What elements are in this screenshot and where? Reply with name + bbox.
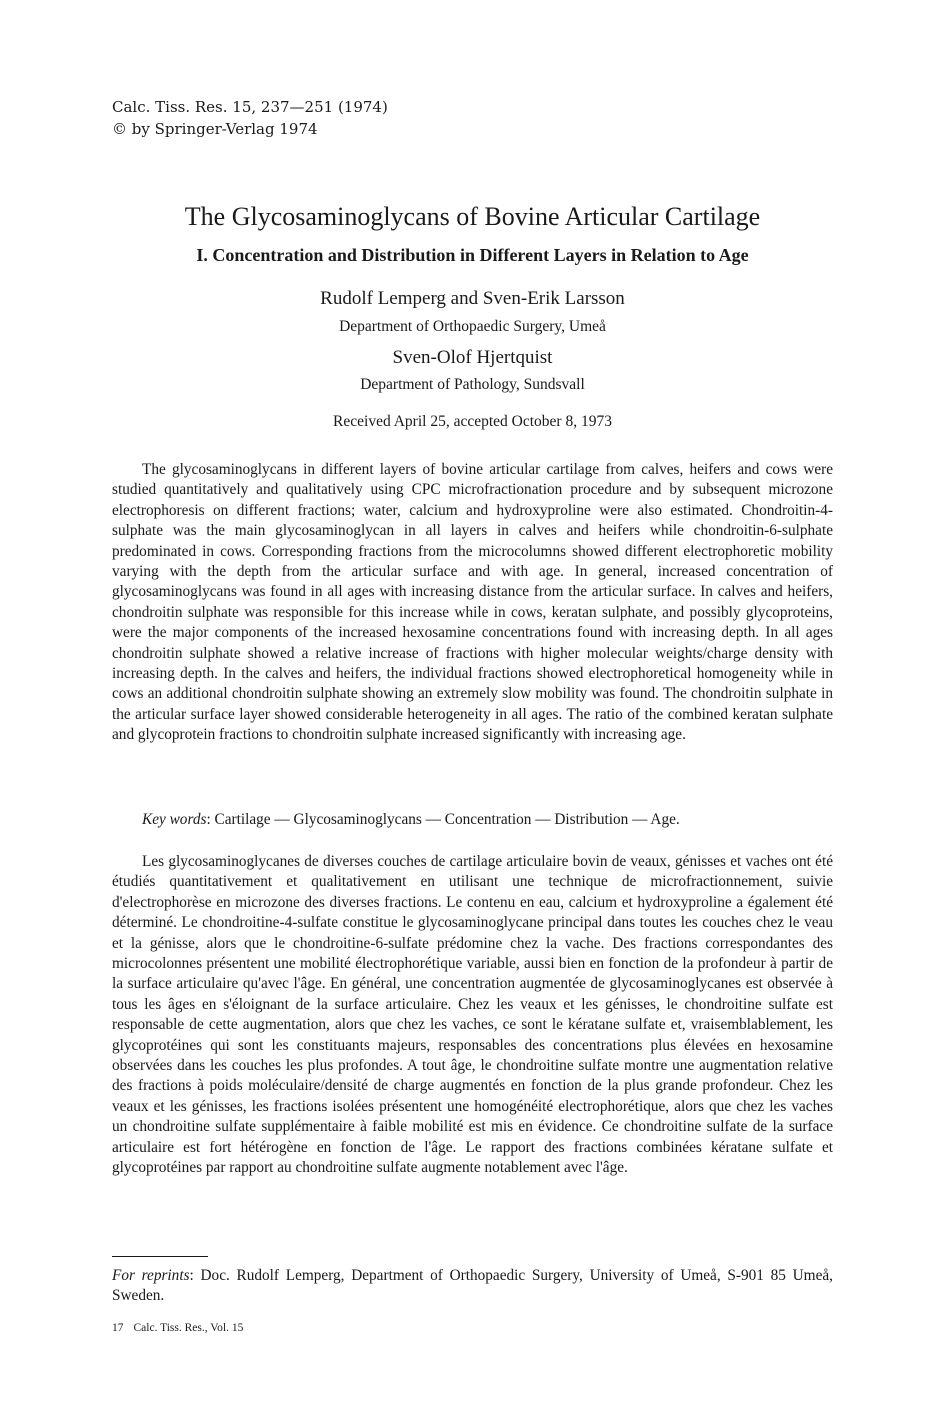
- copyright-line: © by Springer-Verlag 1974: [112, 120, 318, 138]
- page-footer: [112, 1320, 243, 1336]
- abstract-french: Les glycosaminoglycanes de diverses couches de cartilage articulaire bovin de veaux, génisses et vaches ont été étudiés quantitativement et qualitativement en utilisant une technique de microfractionnement, suivie d'electrophorèse en microzone des diverses fractions. Le contenu en eau, calcium et hydroxyproline a également été déterminé. Le chondroitine-4-sulfate constitue le glycosaminoglycane principal dans toutes les couches chez le veau et la génisse, alors que le chondroitine-6-sulfate prédomine chez la vache. Des fractions correspondantes des microcolonnes présentent une mobilité électrophorétique variable, aussi bien en fonction de la profondeur à partir de la surface articulaire qu'avec l'âge. En général, une concentration augmentée de glycosaminoglycanes est observée à tous les âges en s'éloignant de la surface articulaire. Chez les veaux et les génisses, le chondroitine sulfate est responsable de cette augmentation, alors que chez les vaches, ce sont le kératane sulfate et, vraisemblablement, les glycoprotéines qui sont les constituants majeurs, responsables des concentrations plus élevées en hexosamine observées dans les couches les plus profondes. A tout âge, le chondroitine sulfate montre une augmentation relative des fractions à poids moléculaire/densité de charge augmentés en fonction de la plus grande profondeur. Chez les veaux et les génisses, les fractions isolées présentent une homogénéité electrophorétique, alors que chez les vaches un chondroitine sulfate supplémentaire à faible mobilité est mis en évidence. Ce chondroitine sulfate de la surface articulaire est fort hétérogène en fonction de l'âge. Le rapport des fractions combinées kératane sulfate et glycoprotéines par rapport au chondroitine sulfate augmente notablement avec l'âge.: [112, 853, 833, 1177]
- footnote-label: For reprints: [112, 1267, 190, 1284]
- paper-title: The Glycosaminoglycans of Bovine Articular Cartilage: [184, 202, 761, 231]
- keywords-label: Key words: [142, 811, 207, 828]
- reprints-footnote: [112, 1266, 833, 1307]
- keywords-list: : Cartilage — Glycosaminoglycans — Concentration — Distribution — Age.: [206, 811, 680, 828]
- signature-number: 17: [112, 1322, 124, 1334]
- authors-secondary: Sven-Olof Hjertquist: [392, 347, 553, 368]
- keywords-line: [142, 810, 833, 830]
- affiliation-pathology: Department of Pathology, Sundsvall: [360, 376, 585, 393]
- footnote-divider: [112, 1256, 208, 1257]
- journal-citation: Calc. Tiss. Res. 15, 237—251 (1974): [112, 98, 388, 116]
- affiliation-orthopaedic: Department of Orthopaedic Surgery, Umeå: [339, 318, 606, 335]
- paper-subtitle: I. Concentration and Distribution in Different Layers in Relation to Age: [196, 245, 749, 265]
- footer-journal: Calc. Tiss. Res., Vol. 15: [133, 1322, 244, 1334]
- received-date: Received April 25, accepted October 8, 1973: [333, 413, 612, 430]
- footnote-text: : Doc. Rudolf Lemperg, Department of Orthopaedic Surgery, University of Umeå, S-901 85 Umeå, Sweden.: [112, 1267, 833, 1305]
- citation-header: [112, 96, 388, 140]
- authors-primary: Rudolf Lemperg and Sven-Erik Larsson: [320, 288, 625, 309]
- abstract-english: The glycosaminoglycans in different layers of bovine articular cartilage from calves, heifers and cows were studied quantitatively and qualitatively using CPC microfractionation procedure and by subsequent microzone electrophoresis on different fractions; water, calcium and hydroxyproline were also estimated. Chondroitin-4-sulphate was the main glycosaminoglycan in all layers in calves and heifers while chondroitin-6-sulphate predominated in cows. Corresponding fractions from the microcolumns showed different electrophoretic mobility varying with the depth from the articular surface and with age. In general, increased concentration of glycosaminoglycans was found in all ages with increasing distance from the articular surface. In calves and heifers, chondroitin sulphate was responsible for this increase while in cows, keratan sulphate, and possibly glycoproteins, were the major components of the increased hexosamine concentrations found with increasing depth. In all ages chondroitin sulphate showed a relative increase of fractions with higher molecular weights/charge density with increasing depth. In the calves and heifers, the individual fractions showed electrophoretical homogeneity while in cows an additional chondroitin sulphate showing an extremely slow mobility was found. The chondroitin sulphate in the articular surface layer showed considerable heterogeneity in all ages. The ratio of the combined keratan sulphate and glycoprotein fractions to chondroitin sulphate increased significantly with increasing age.: [112, 461, 833, 744]
